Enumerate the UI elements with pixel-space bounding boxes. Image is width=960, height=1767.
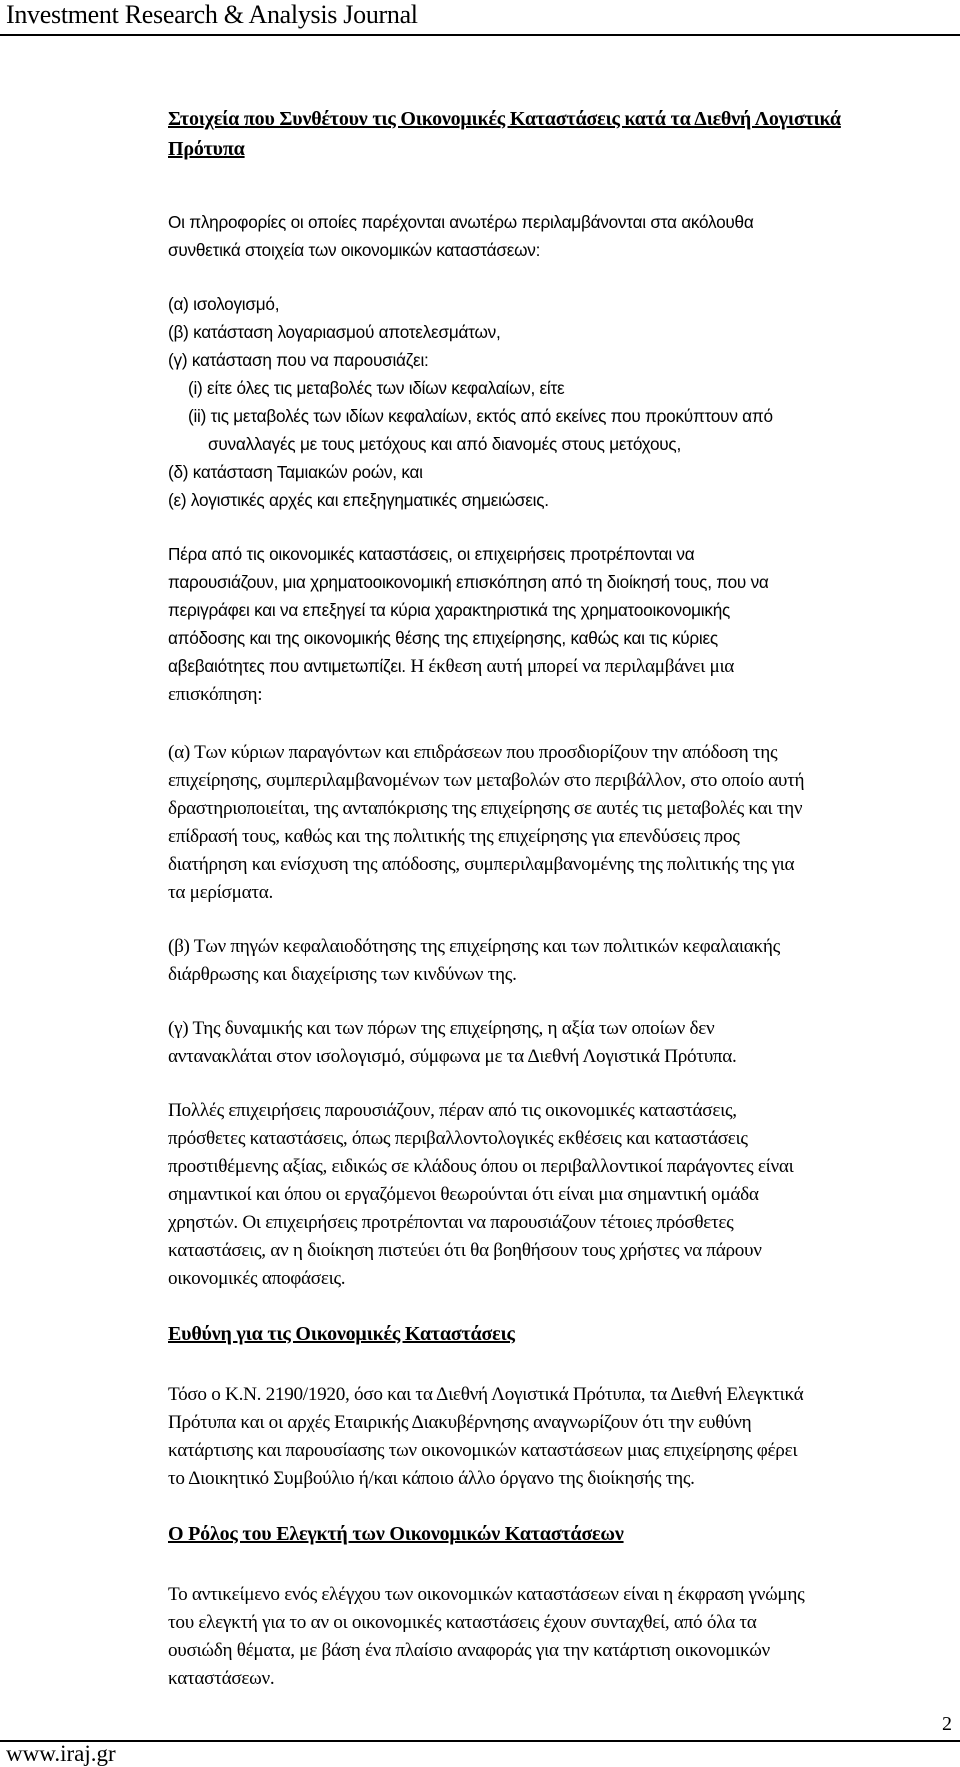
paragraph-line: προστιθέμενης αξίας, ειδικώς σε κλάδους όπου οι περιβαλλοντικοί παράγοντες είναι (168, 1156, 794, 1177)
footer-rule (0, 1740, 960, 1742)
paragraph-line: του ελεγκτή για το αν οι οικονομικές καταστάσεις έχουν συνταχθεί, από όλα τα (168, 1612, 757, 1633)
heading-line: Στοιχεία που Συνθέτουν τις Οικονομικές Καταστάσεις κατά τα Διεθνή Λογιστικά (168, 108, 841, 130)
header-rule (0, 34, 960, 36)
paragraph-line: καταστάσεων. (168, 1668, 275, 1689)
overview-item-b (168, 933, 958, 989)
paragraph-line: (β) Των πηγών κεφαλαιοδότησης της επιχείρησης και των πολιτικών κεφαλαιακής (168, 936, 780, 957)
paragraph-line: παρουσιάζουν, μια χρηματοοικονομική επισκόπηση από τη διοίκησή τους, που να (168, 572, 769, 592)
paragraph-line: πρόσθετες καταστάσεις, όπως περιβαλλοντολογικές εκθέσεις και καταστάσεις (168, 1128, 748, 1149)
paragraph-line: σημαντικοί και όπου οι εργαζόμενοι θεωρούνται ότι είναι μια σημαντική ομάδα (168, 1184, 759, 1205)
paragraph-line: Πολλές επιχειρήσεις παρουσιάζουν, πέραν από τις οικονομικές καταστάσεις, (168, 1100, 737, 1121)
paragraph-line: Τόσο ο Κ.Ν. 2190/1920, όσο και τα Διεθνή Λογιστικά Πρότυπα, τα Διεθνή Ελεγκτικά (168, 1384, 804, 1405)
paragraph-line: καταστάσεις, αν η διοίκηση πιστεύει ότι θα βοηθήσουν τους χρήστες να πάρουν (168, 1240, 762, 1261)
auditor-role-paragraph (168, 1581, 958, 1693)
paragraph-line: χρηστών. Οι επιχειρήσεις προτρέπονται να παρουσιάζουν τέτοιες πρόσθετες (168, 1212, 734, 1233)
section-heading-components (168, 104, 958, 164)
paragraph-line: κατάρτισης και παρουσίασης των οικονομικών καταστάσεων μιας επιχείρησης φέρει (168, 1440, 798, 1461)
paragraph-line: τα μερίσματα. (168, 882, 273, 903)
overview-item-a (168, 739, 958, 907)
paragraph-line: Οι πληροφορίες οι οποίες παρέχονται ανωτέρω περιλαμβάνονται στα ακόλουθα (168, 212, 754, 232)
list-item: (β) κατάσταση λογαριασμού αποτελεσμάτων, (168, 322, 501, 342)
paragraph-line: απόδοσης και της οικονομικής θέσης της επιχείρησης, καθώς και τις κύριες (168, 628, 718, 648)
paragraph-line: οικονομικές αποφάσεις. (168, 1268, 346, 1289)
paragraph-line: επίδρασή τους, καθώς και της πολιτικής της επιχείρησης για επενδύσεις προς (168, 826, 740, 847)
paragraph-line: ουσιώδη θέματα, με βάση ένα πλαίσιο αναφοράς για την κατάρτιση οικονομικών (168, 1640, 770, 1661)
list-item: (ε) λογιστικές αρχές και επεξηγηματικές σημειώσεις. (168, 490, 549, 510)
document-body (168, 104, 958, 1693)
paragraph-line: περιγράφει και να επεξηγεί τα κύρια χαρακτηριστικά της χρηματοοικονομικής (168, 600, 731, 620)
paragraph-line: (γ) Της δυναμικής και των πόρων της επιχείρησης, η αξία των οποίων δεν (168, 1018, 715, 1039)
components-list (168, 290, 958, 514)
section-heading-responsibility: Ευθύνη για τις Οικονομικές Καταστάσεις (168, 1323, 515, 1345)
paragraph-line: διατήρηση και ενίσχυση της απόδοσης, συμπεριλαμβανομένης της πολιτικής της για (168, 854, 795, 875)
paragraph-line: επισκόπηση: (168, 684, 263, 705)
overview-paragraph (168, 540, 958, 709)
paragraph-line: Πέρα από τις οικονομικές καταστάσεις, οι επιχειρήσεις προτρέπονται να (168, 544, 695, 564)
list-subitem: (i) είτε όλες τις μεταβολές των ιδίων κεφαλαίων, είτε (188, 378, 565, 398)
footer-website: www.iraj.gr (6, 1741, 116, 1766)
paragraph-line: Το αντικείμενο ενός ελέγχου των οικονομικών καταστάσεων είναι η έκφραση γνώμης (168, 1584, 805, 1605)
paragraph-line-mixed (168, 652, 958, 681)
intro-paragraph (168, 208, 958, 264)
section-heading-auditor-role: Ο Ρόλος του Ελεγκτή των Οικονομικών Καταστάσεων (168, 1523, 624, 1545)
paragraph-line: συνθετικά στοιχεία των οικονομικών καταστάσεων: (168, 240, 541, 260)
paragraph-line: το Διοικητικό Συμβούλιο ή/και κάποιο άλλο όργανο της διοίκησής της. (168, 1468, 695, 1489)
journal-title: Investment Research & Analysis Journal (6, 0, 418, 29)
paragraph-line: δραστηριοποιείται, της ανταπόκρισης της επιχείρησης σε αυτές τις μεταβολές και την (168, 798, 803, 819)
paragraph-line: αντανακλάται στον ισολογισμό, σύμφωνα με τα Διεθνή Λογιστικά Πρότυπα. (168, 1046, 737, 1067)
list-subitem: (ii) τις μεταβολές των ιδίων κεφαλαίων, εκτός από εκείνες που προκύπτουν από (188, 406, 773, 426)
paragraph-fragment: Η έκθεση αυτή μπορεί να περιλαμβάνει μια (405, 656, 735, 677)
paragraph-line: διάρθρωσης και διαχείρισης των κινδύνων της. (168, 964, 517, 985)
list-item: (δ) κατάσταση Ταμιακών ροών, και (168, 462, 423, 482)
heading-line: Πρότυπα (168, 138, 245, 160)
list-item: (γ) κατάσταση που να παρουσιάζει: (168, 350, 429, 370)
overview-item-c (168, 1015, 958, 1071)
paragraph-fragment: αβεβαιότητες που αντιμετωπίζει. (168, 656, 406, 676)
page-number: 2 (942, 1713, 952, 1735)
list-subitem-continued: συναλλαγές με τους μετόχους και από διανομές στους μετόχους, (208, 434, 681, 454)
additional-statements-paragraph (168, 1097, 958, 1293)
paragraph-line: Πρότυπα και οι αρχές Εταιρικής Διακυβέρνησης αναγνωρίζουν ότι την ευθύνη (168, 1412, 752, 1433)
paragraph-line: (α) Των κύριων παραγόντων και επιδράσεων που προσδιορίζουν την απόδοση της (168, 742, 778, 763)
paragraph-line: επιχείρησης, συμπεριλαμβανομένων των μεταβολών στο περιβάλλον, στο οποίο αυτή (168, 770, 805, 791)
list-item: (α) ισολογισμό, (168, 294, 280, 314)
responsibility-paragraph (168, 1381, 958, 1493)
